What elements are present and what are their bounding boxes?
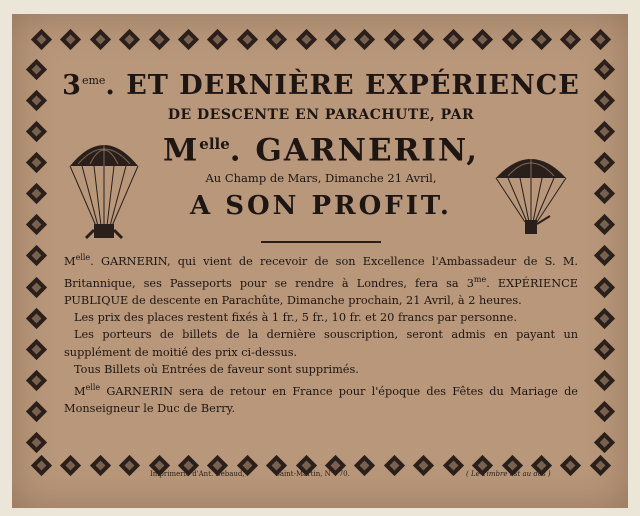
border-ornament	[593, 339, 614, 360]
printer-name: Imprimerie d'Ant. Bebaud,	[150, 470, 245, 478]
border-ornament	[531, 28, 552, 49]
border-ornament	[266, 28, 287, 49]
ordinal-number: 3	[62, 70, 82, 101]
p1-sup: elle	[75, 253, 91, 263]
p5-text: GARNERIN sera de retour en France pour l'époque des Fêtes du Mariage de Monseigneur le Duc de Berry.	[64, 384, 578, 415]
border-ornament	[25, 401, 46, 422]
border-ornament	[593, 183, 614, 204]
subheadline: DE DESCENTE EN PARACHUTE, PAR	[167, 107, 475, 123]
stamp-note: ( Le Timbre est au dos )	[466, 470, 551, 478]
performer-name	[60, 127, 582, 167]
border-ornament	[207, 28, 228, 49]
border-ornament	[593, 401, 614, 422]
headline-text: . ET DERNIÈRE EXPÉRIENCE	[105, 70, 580, 101]
poster-content	[60, 56, 582, 417]
border-ornament	[25, 152, 46, 173]
p1-end: . EXPÉRIENCE PUBLIQUE de descente en Parachûte, Dimanche prochain, 21 Avril, à 2 heures.	[64, 276, 579, 307]
border-ornament	[593, 308, 614, 329]
p1-text: . GARNERIN, qui vient de recevoir de son Excellence l'Ambassadeur de S. M. Britannique, ses Passeports pour se rendre à Londres, fera sa 3	[64, 255, 578, 290]
border-ornament	[25, 59, 46, 80]
name-sup: elle	[199, 135, 230, 153]
border-ornament	[560, 28, 581, 49]
border-ornament	[60, 28, 81, 49]
paragraph-4: Tous Billets où Entrées de faveur sont supprimés.	[74, 363, 359, 377]
divider-rule	[261, 241, 381, 243]
printer-address: Saint-Martin, N°. 70.	[275, 470, 350, 478]
p5-prefix: M	[74, 384, 86, 398]
border-ornament	[90, 28, 111, 49]
border-ornament	[25, 339, 46, 360]
border-ornament	[593, 370, 614, 391]
name-prefix: M	[162, 132, 200, 169]
border-top	[34, 26, 608, 52]
border-ornament	[25, 308, 46, 329]
border-ornament	[25, 370, 46, 391]
printer-imprint	[150, 470, 350, 478]
border-ornament	[354, 28, 375, 49]
border-ornament	[25, 183, 46, 204]
border-ornament	[590, 28, 611, 49]
paragraph-1	[64, 249, 578, 309]
border-ornament	[413, 454, 434, 475]
border-ornament	[60, 454, 81, 475]
headline	[60, 66, 582, 101]
border-left	[23, 62, 49, 450]
border-ornament	[25, 214, 46, 235]
paragraph-5	[64, 379, 578, 418]
border-ornament	[25, 276, 46, 297]
border-ornament	[296, 28, 317, 49]
beneficiary-line: A SON PROFIT.	[190, 191, 452, 222]
border-ornament	[590, 454, 611, 475]
poster-sheet	[12, 14, 628, 508]
border-ornament	[593, 214, 614, 235]
border-ornament	[593, 276, 614, 297]
paragraph-3: Les porteurs de billets de la dernière souscription, seront admis en payant un supplément de moitié des prix ci-dessus.	[64, 328, 578, 359]
border-ornament	[593, 59, 614, 80]
border-ornament	[25, 432, 46, 453]
border-ornament	[325, 28, 346, 49]
border-ornament	[472, 28, 493, 49]
border-ornament	[149, 28, 170, 49]
border-ornament	[593, 245, 614, 266]
border-ornament	[560, 454, 581, 475]
name-text: . GARNERIN,	[229, 132, 480, 169]
border-ornament	[25, 245, 46, 266]
border-ornament	[443, 454, 464, 475]
paragraph-2: Les prix des places restent fixés à 1 fr., 5 fr., 10 fr. et 20 francs par personne.	[74, 311, 517, 325]
border-ornament	[25, 90, 46, 111]
venue-date: Au Champ de Mars, Dimanche 21 Avril,	[205, 171, 437, 186]
border-ornament	[90, 454, 111, 475]
border-ornament	[31, 28, 52, 49]
border-ornament	[593, 432, 614, 453]
border-ornament	[25, 121, 46, 142]
border-ornament	[119, 28, 140, 49]
border-ornament	[501, 28, 522, 49]
border-ornament	[354, 454, 375, 475]
border-ornament	[413, 28, 434, 49]
border-ornament	[384, 28, 405, 49]
p1-sup2: me	[473, 274, 487, 284]
p5-sup: elle	[85, 382, 101, 392]
p1-prefix: M	[64, 255, 76, 269]
border-ornament	[178, 28, 199, 49]
border-ornament	[593, 152, 614, 173]
border-ornament	[31, 454, 52, 475]
border-ornament	[443, 28, 464, 49]
ordinal-suffix: eme	[81, 74, 106, 87]
border-right	[591, 62, 617, 450]
border-ornament	[237, 28, 258, 49]
announcement-body	[60, 249, 582, 417]
border-ornament	[593, 121, 614, 142]
border-ornament	[384, 454, 405, 475]
border-ornament	[593, 90, 614, 111]
border-ornament	[119, 454, 140, 475]
